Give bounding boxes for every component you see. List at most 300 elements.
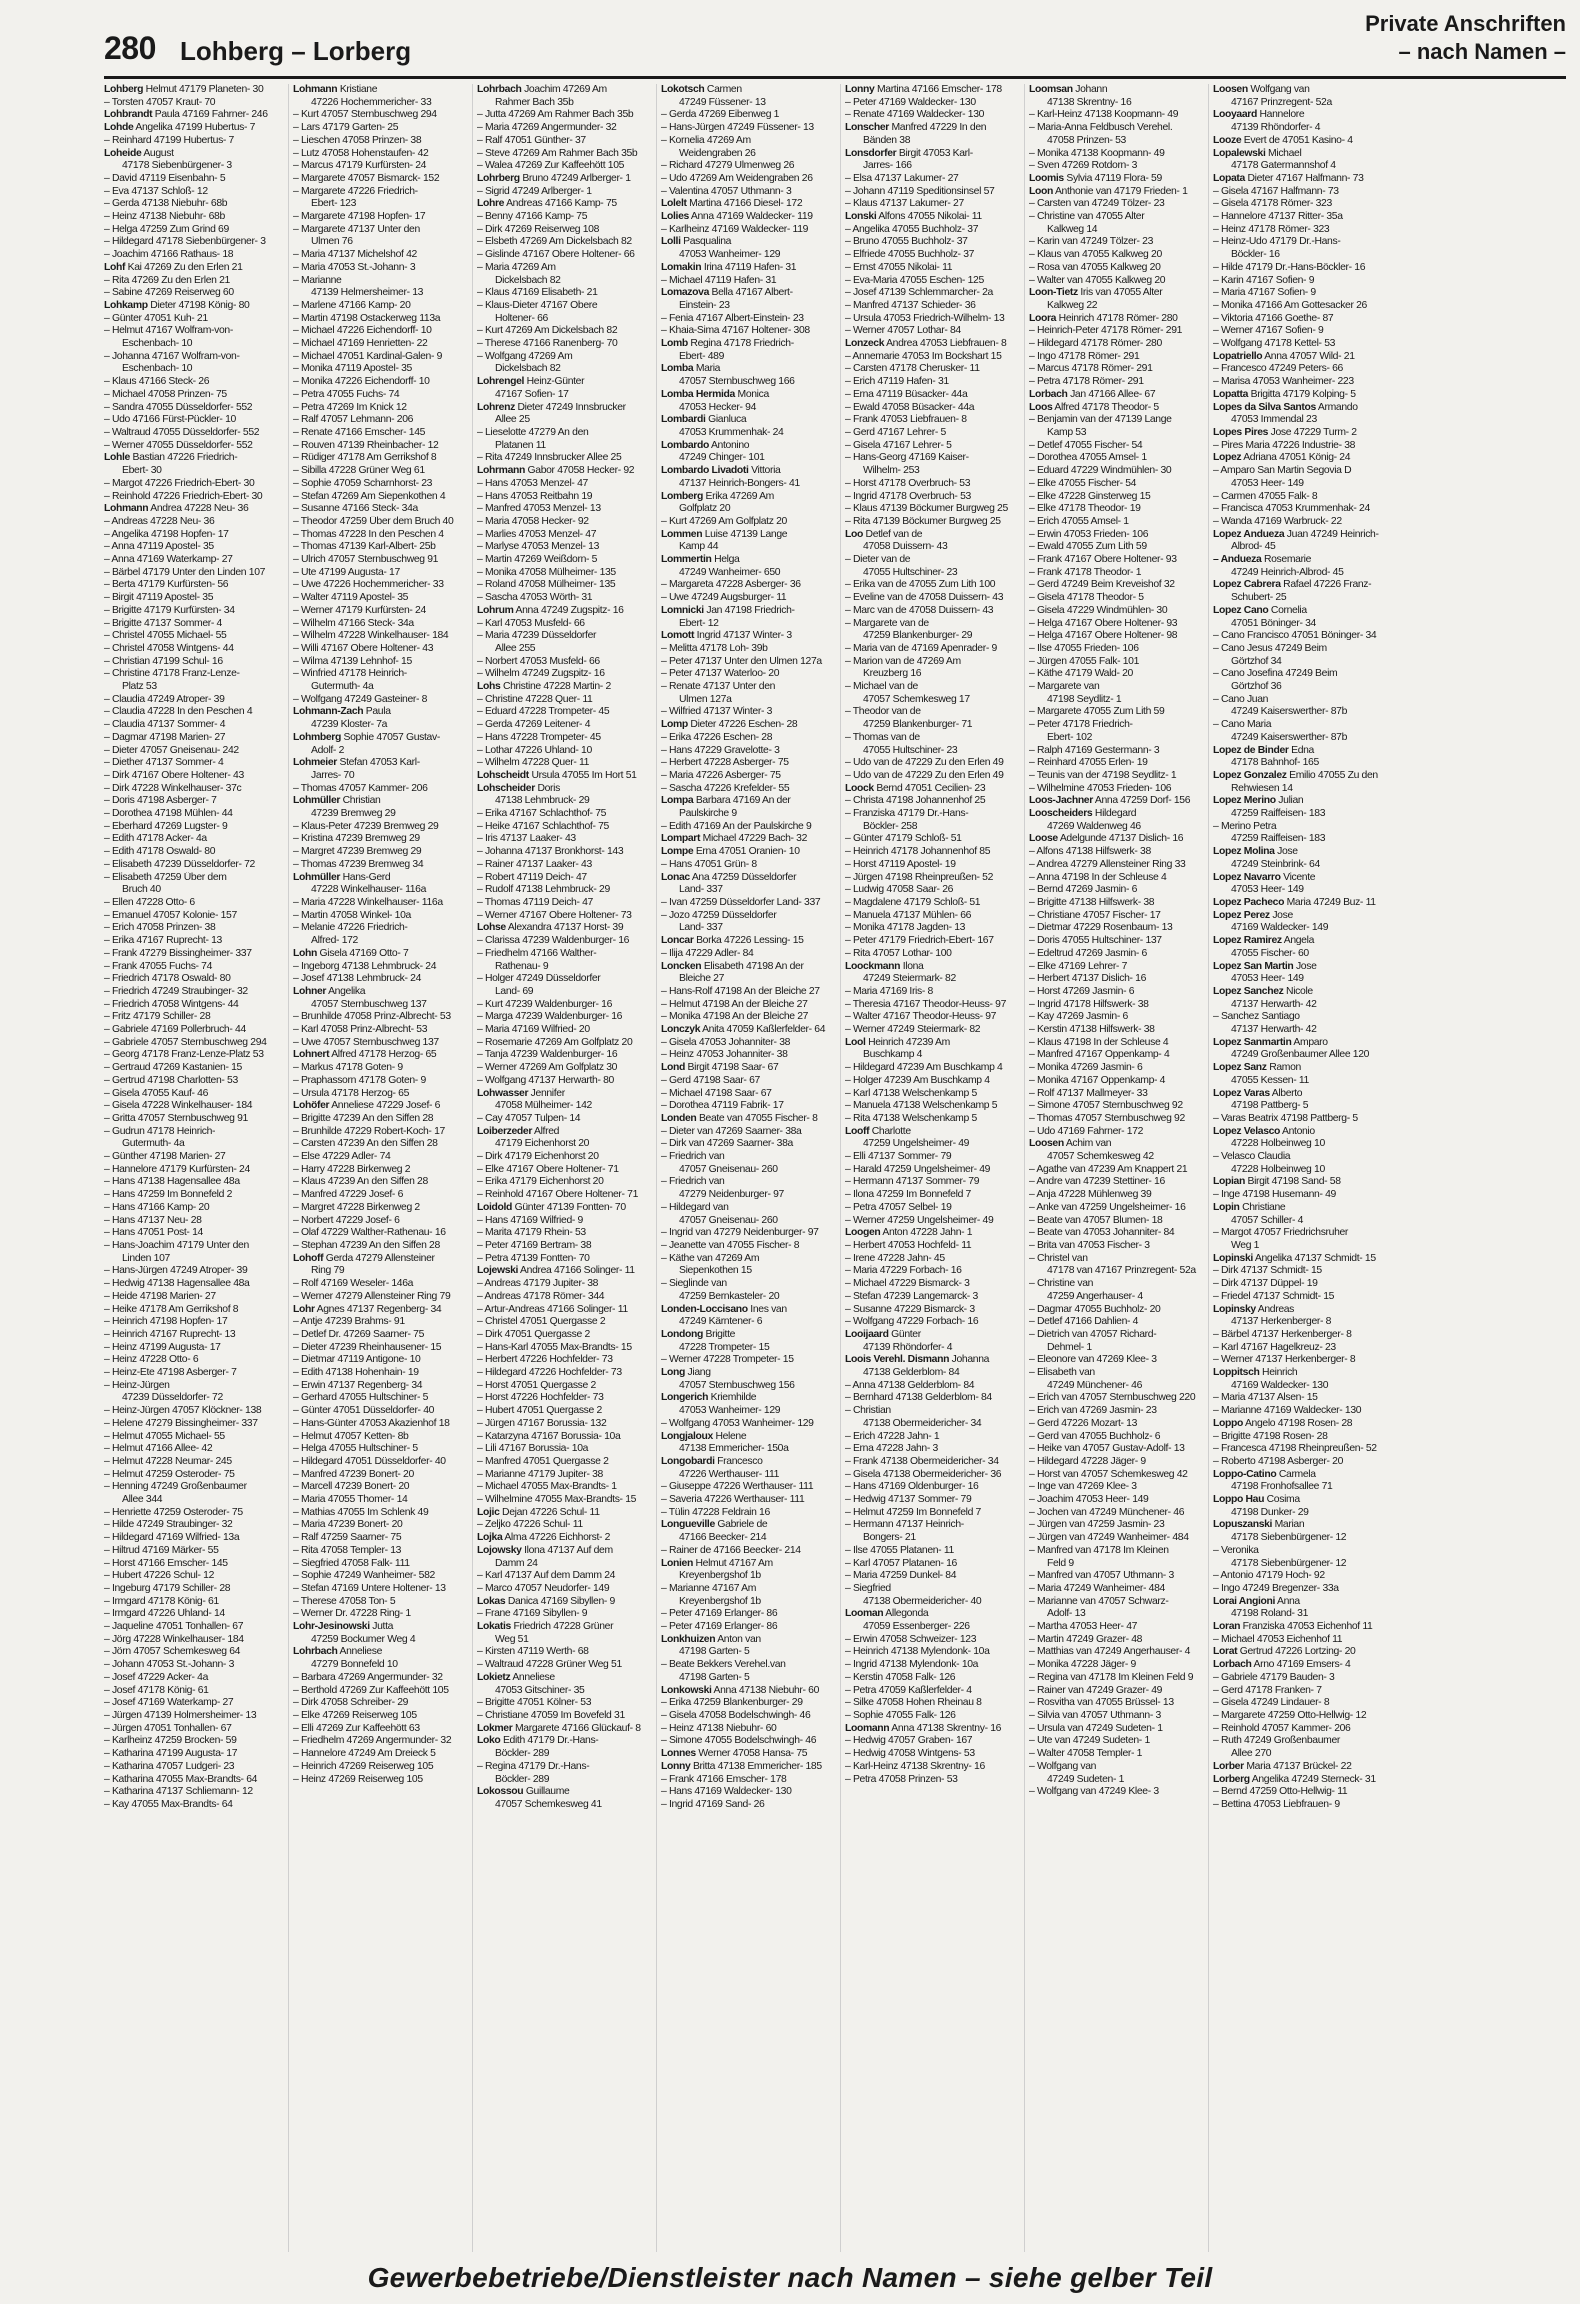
list-item xyxy=(1213,579,1386,592)
list-item xyxy=(1029,1685,1202,1698)
list-item xyxy=(293,541,466,554)
list-item xyxy=(1213,300,1386,313)
list-item xyxy=(1029,287,1202,300)
entry-text: – Margarete 47055 Zum Lith 59 xyxy=(1029,706,1165,718)
list-item xyxy=(293,1443,466,1456)
entry-text: – Margarete 47137 Unter den xyxy=(293,223,420,235)
list-item xyxy=(1213,821,1386,834)
list-item xyxy=(661,1481,834,1494)
entry-text: – Dirk 47269 Reiserweg 108 xyxy=(477,223,600,235)
list-item xyxy=(477,109,650,122)
surname: Lohmann xyxy=(293,84,338,95)
surname: Lopalewski xyxy=(1213,147,1266,159)
surname: Lokotsch xyxy=(661,84,705,95)
entry-text: – Therese 47166 Ranenberg- 70 xyxy=(477,338,618,350)
list-item xyxy=(1029,1126,1202,1139)
list-item xyxy=(1029,808,1202,821)
list-item xyxy=(1029,465,1202,478)
list-item xyxy=(477,224,650,237)
list-item xyxy=(845,1176,1018,1189)
entry-text: Anna 47138 Skrentny- 16 xyxy=(889,1722,1002,1734)
list-item xyxy=(1213,1608,1386,1621)
entry-text: – Wolfgang 47269 Am xyxy=(477,350,573,362)
list-item xyxy=(661,1685,834,1698)
entry-text: – Horst 47269 Jasmin- 6 xyxy=(1029,985,1135,997)
list-item xyxy=(1029,1672,1202,1685)
surname: Londong xyxy=(661,1328,703,1340)
entry-text: – Horst 47178 Overbruch- 53 xyxy=(845,477,971,489)
surname: Lopez Velasco xyxy=(1213,1125,1281,1137)
entry-text: Dieter 47226 Eschen- 28 xyxy=(687,719,798,731)
entry-text: Vittoria xyxy=(748,465,781,477)
list-item xyxy=(1213,1011,1386,1024)
list-item xyxy=(104,1304,282,1317)
entry-text: 47178 Bahnhof- 165 xyxy=(1231,757,1319,769)
list-item xyxy=(845,1138,1018,1151)
entry-text: – Cano Jesus 47249 Beim xyxy=(1213,642,1327,654)
list-item xyxy=(1213,376,1386,389)
list-item xyxy=(1213,529,1386,542)
list-item xyxy=(661,1392,834,1405)
entry-text: Weg 1 xyxy=(1231,1239,1260,1251)
list-item xyxy=(104,1545,282,1558)
list-item xyxy=(293,224,466,237)
list-item xyxy=(661,1024,834,1037)
entry-text: – Petra 47055 Fuchs- 74 xyxy=(293,388,400,400)
list-item xyxy=(104,884,282,897)
entry-text: – Maria 47053 St.-Johann- 3 xyxy=(293,261,416,273)
entry-text: – Melitta 47178 Loh- 39b xyxy=(661,642,768,654)
entry-text: – Theresia 47167 Theodor-Heuss- 97 xyxy=(845,998,1007,1010)
list-item xyxy=(845,338,1018,351)
list-item xyxy=(104,1735,282,1748)
entry-text: – Theodor 47259 Über dem Bruch 40 xyxy=(293,515,454,527)
entry-text: – Maria 47137 Michelshof 42 xyxy=(293,249,417,261)
list-item xyxy=(293,249,466,262)
list-item xyxy=(661,1151,834,1164)
list-item xyxy=(661,1558,834,1571)
list-item xyxy=(661,236,834,249)
list-item xyxy=(845,1075,1018,1088)
list-item xyxy=(293,1634,466,1647)
entry-text: 47137 Herkenberger- 8 xyxy=(1231,1316,1332,1328)
list-item xyxy=(1213,84,1386,97)
entry-text: Hans-Gerd xyxy=(340,871,391,883)
entry-text: – Helmut 47057 Ketten- 8b xyxy=(293,1430,409,1442)
list-item xyxy=(477,770,650,783)
surname: Lopes Pires xyxy=(1213,426,1269,438)
list-item xyxy=(1213,986,1386,999)
entry-text: Werner 47058 Hansa- 75 xyxy=(695,1748,808,1760)
entry-text: Günter xyxy=(888,1328,921,1340)
entry-text: Kamp 44 xyxy=(679,541,719,553)
list-item xyxy=(661,84,834,97)
entry-text: – Roland 47058 Mülheimer- 135 xyxy=(477,579,616,591)
entry-text: Dickelsbach 82 xyxy=(495,363,561,375)
entry-text: – Cano Juan xyxy=(1213,693,1269,705)
list-item xyxy=(477,1685,650,1698)
entry-text: – Wolfgang 47137 Herwarth- 80 xyxy=(477,1074,614,1086)
entry-text: – Maria 47169 Wilfried- 20 xyxy=(477,1024,590,1036)
entry-text: – Elfriede 47055 Buchholz- 37 xyxy=(845,249,975,261)
list-item xyxy=(477,1291,650,1304)
entry-text: – Klaus 47137 Lakumer- 27 xyxy=(845,198,964,210)
entry-text: – Katharina 47199 Augusta- 17 xyxy=(104,1748,238,1760)
entry-text: Jiang xyxy=(685,1367,711,1379)
list-item xyxy=(661,1532,834,1545)
list-item xyxy=(845,1405,1018,1418)
list-item xyxy=(477,1011,650,1024)
entry-text: Böckler- 289 xyxy=(495,1773,550,1785)
list-item xyxy=(477,910,650,923)
list-item xyxy=(845,1519,1018,1532)
entry-text: 47057 Schemkesweg 42 xyxy=(1047,1151,1154,1163)
entry-text: – Jozo 47259 Düsseldorfer xyxy=(661,909,777,921)
entry-text: Helga xyxy=(711,554,740,566)
list-item xyxy=(845,122,1018,135)
list-item xyxy=(293,84,466,97)
list-item xyxy=(845,1481,1018,1494)
entry-text: – Dorothea 47198 Mühlen- 44 xyxy=(104,808,233,820)
list-item xyxy=(293,999,466,1012)
entry-text: – Michael 47226 Eichendorff- 10 xyxy=(293,325,432,337)
entry-text: Allee 270 xyxy=(1231,1748,1272,1760)
entry-text: – Dieter 47057 Gneisenau- 242 xyxy=(104,744,239,756)
surname: Loon xyxy=(1029,185,1053,197)
entry-text: Andrea 47166 Solinger- 11 xyxy=(518,1265,635,1277)
list-item xyxy=(293,1723,466,1736)
surname: Looman xyxy=(845,1608,884,1620)
entry-text: – Antonio 47179 Hoch- 92 xyxy=(1213,1570,1325,1582)
entry-text: 47249 Kaiserswerther- 87b xyxy=(1231,706,1348,718)
list-item xyxy=(1029,529,1202,542)
list-item xyxy=(845,325,1018,338)
entry-text: 47178 Siebenbürgener- 12 xyxy=(1231,1557,1347,1569)
list-item xyxy=(845,1672,1018,1685)
entry-text: – Kurt 47269 Am Dickelsbach 82 xyxy=(477,325,618,337)
entry-text: – Heinz 47053 Johanniter- 38 xyxy=(661,1049,788,1061)
surname: Loois Verehl. Dismann xyxy=(845,1354,950,1366)
entry-text: Bernd 47051 Cecilien- 23 xyxy=(873,782,986,794)
surname: Loos xyxy=(1029,401,1053,413)
list-item xyxy=(661,478,834,491)
list-item xyxy=(845,783,1018,796)
list-item xyxy=(1213,1024,1386,1037)
list-item xyxy=(104,1164,282,1177)
entry-text: – Dorothea 47055 Amsel- 1 xyxy=(1029,452,1147,464)
surname: Loomann xyxy=(845,1722,890,1734)
list-item xyxy=(845,973,1018,986)
entry-text: Jose xyxy=(1274,846,1298,858)
entry-text: Dickelsbach 82 xyxy=(495,274,561,286)
surname: Lonski xyxy=(845,211,877,223)
list-item xyxy=(661,503,834,516)
entry-text: – Rita 47249 Innsbrucker Allee 25 xyxy=(477,452,622,464)
entry-text: – Petra 47178 Römer- 291 xyxy=(1029,376,1144,388)
entry-text: Franziska 47053 Eichenhof 11 xyxy=(1240,1621,1373,1633)
list-item xyxy=(845,376,1018,389)
entry-text: – Manfred 47229 Josef- 6 xyxy=(293,1189,404,1201)
entry-text: – Gabriele 47057 Sternbuschweg 294 xyxy=(104,1036,267,1048)
list-item xyxy=(477,859,650,872)
list-item xyxy=(477,1227,650,1240)
list-item xyxy=(477,1481,650,1494)
entry-text: Antonino xyxy=(709,439,750,451)
entry-text: – Hans 47169 Wilfried- 9 xyxy=(477,1214,583,1226)
list-item xyxy=(1029,1265,1202,1278)
list-item xyxy=(477,1088,650,1101)
entry-text: – Werner Dr. 47228 Ring- 1 xyxy=(293,1608,411,1620)
entry-text: 47259 Raiffeisen- 183 xyxy=(1231,808,1326,820)
list-item xyxy=(293,706,466,719)
entry-text: – Marlene 47166 Kamp- 20 xyxy=(293,299,411,311)
list-item xyxy=(845,1685,1018,1698)
entry-text: – Dirk 47137 Schmidt- 15 xyxy=(1213,1265,1322,1277)
entry-text: – Helmut 47259 Im Bonnefeld 7 xyxy=(845,1506,981,1518)
entry-text: – Claudia 47137 Sommer- 4 xyxy=(104,719,226,731)
list-item xyxy=(845,1227,1018,1240)
list-item xyxy=(477,1735,650,1748)
list-item xyxy=(661,1418,834,1431)
list-item xyxy=(845,745,1018,758)
list-item xyxy=(293,1075,466,1088)
list-item xyxy=(104,948,282,961)
list-item xyxy=(293,1164,466,1177)
entry-text: – Christine 47228 Quer- 11 xyxy=(477,693,593,705)
entry-text: – Birgit 47119 Apostel- 35 xyxy=(104,592,214,604)
entry-text: Sophie 47057 Gustav- xyxy=(341,731,440,743)
list-item xyxy=(845,1304,1018,1317)
list-item xyxy=(104,529,282,542)
list-item xyxy=(845,287,1018,300)
entry-text: – Angelika 47055 Buchholz- 37 xyxy=(845,223,979,235)
list-item xyxy=(1029,1723,1202,1736)
entry-text: – Thomas van de xyxy=(845,731,920,743)
list-item xyxy=(104,224,282,237)
entry-text: – Manfred 47053 Menzel- 13 xyxy=(477,503,601,515)
list-item xyxy=(477,402,650,415)
entry-text: – Maria 47269 Angermunder- 32 xyxy=(477,122,617,134)
list-item xyxy=(661,1367,834,1380)
surname: Lopez Gonzalez xyxy=(1213,769,1287,781)
list-item xyxy=(1213,1761,1386,1774)
entry-text: – Wilhelm 47166 Steck- 34a xyxy=(293,617,414,629)
surname: Loncar xyxy=(661,935,694,947)
list-item xyxy=(477,719,650,732)
list-item xyxy=(661,1113,834,1126)
list-item xyxy=(1213,783,1386,796)
list-item xyxy=(661,427,834,440)
list-item xyxy=(1029,1697,1202,1710)
entry-text: 47259 Raiffeisen- 183 xyxy=(1231,833,1326,845)
entry-text: – Heike 47178 Am Gerrikshof 8 xyxy=(104,1303,239,1315)
list-item xyxy=(845,1418,1018,1431)
entry-text: – Peter 47169 Erlanger- 86 xyxy=(661,1621,778,1633)
list-item xyxy=(1213,389,1386,402)
list-item xyxy=(1029,1621,1202,1634)
list-item xyxy=(1213,440,1386,453)
entry-text: Jan 47198 Friedrich- xyxy=(703,604,795,616)
page-number: 280 xyxy=(104,30,156,66)
list-item xyxy=(104,465,282,478)
entry-text: Carmen xyxy=(704,84,742,95)
entry-text: Johanna xyxy=(949,1354,990,1366)
list-item xyxy=(1029,1075,1202,1088)
list-item xyxy=(104,1659,282,1672)
entry-text: Julian xyxy=(1275,795,1304,807)
entry-text: Regina 47178 Friedrich- xyxy=(687,338,794,350)
list-item xyxy=(1029,211,1202,224)
list-item xyxy=(661,198,834,211)
entry-text: Detlef van de xyxy=(863,528,923,540)
entry-text: 47198 Garten- 5 xyxy=(679,1646,750,1658)
list-item xyxy=(104,605,282,618)
list-item xyxy=(661,910,834,923)
entry-text: Maria xyxy=(693,363,721,375)
list-item xyxy=(293,1608,466,1621)
list-item xyxy=(1029,757,1202,770)
list-item xyxy=(845,1291,1018,1304)
entry-text: Anna 47169 Waldecker- 119 xyxy=(688,211,813,223)
list-item xyxy=(1029,846,1202,859)
entry-text: Alfred- 172 xyxy=(311,935,358,947)
entry-text: Böckler- 258 xyxy=(863,820,918,832)
entry-text: – Maria 47169 Iris- 8 xyxy=(845,985,933,997)
list-item xyxy=(104,287,282,300)
entry-text: – Beate Bekkers Verehel.van xyxy=(661,1659,786,1671)
list-item xyxy=(845,224,1018,237)
entry-text: – Hans-Joachim 47179 Unter den xyxy=(104,1239,249,1251)
list-item xyxy=(845,1761,1018,1774)
entry-text: Nicole xyxy=(1283,985,1313,997)
entry-text: 47058 Prinzen- 53 xyxy=(1047,134,1126,146)
entry-text: Anton van xyxy=(715,1633,761,1645)
entry-text: – Edith 47178 Acker- 4a xyxy=(104,833,207,845)
list-item xyxy=(845,1253,1018,1266)
list-item xyxy=(845,1215,1018,1228)
list-item xyxy=(477,579,650,592)
entry-text: – Hildegard 47239 Am Buschkamp 4 xyxy=(845,1062,1003,1074)
entry-text: – Jutta 47269 Am Rahmer Bach 35b xyxy=(477,109,634,121)
entry-text: – Joachim 47053 Heer- 149 xyxy=(1029,1494,1149,1506)
list-item xyxy=(477,605,650,618)
list-item xyxy=(845,160,1018,173)
entry-text: – Monika 47228 Jäger- 9 xyxy=(1029,1659,1136,1671)
surname: Lohrbach xyxy=(293,1646,338,1658)
list-item xyxy=(1213,999,1386,1012)
entry-text: – Jürgen 47139 Holmersheimer- 13 xyxy=(104,1710,257,1721)
entry-text: – Rosvitha van 47055 Brüssel- 13 xyxy=(1029,1697,1174,1709)
list-item xyxy=(293,1176,466,1189)
list-item xyxy=(293,402,466,415)
entry-text: – Peter 47179 Friedrich-Ebert- 167 xyxy=(845,935,994,947)
list-item xyxy=(661,211,834,224)
list-item xyxy=(1029,1507,1202,1520)
list-item xyxy=(477,668,650,681)
list-item xyxy=(1213,1100,1386,1113)
surname: Lombardo Livadoti xyxy=(661,465,749,477)
entry-text: – Christian xyxy=(845,1405,891,1417)
list-item xyxy=(1029,1024,1202,1037)
entry-text: – Brigitte 47179 Kurfürsten- 34 xyxy=(104,604,235,616)
entry-text: – Horst 47119 Apostel- 19 xyxy=(845,858,956,870)
list-item xyxy=(477,465,650,478)
entry-text: – Heinz 47228 Otto- 6 xyxy=(104,1354,199,1366)
entry-text: – Amparo San Martin Segovia D xyxy=(1213,465,1352,477)
list-item xyxy=(1029,1291,1202,1304)
list-item xyxy=(293,961,466,974)
entry-text: – Irene 47228 Jahn- 45 xyxy=(845,1252,945,1264)
list-item xyxy=(104,414,282,427)
entry-text: – Edith 47138 Hohenhain- 19 xyxy=(293,1367,419,1379)
list-item xyxy=(293,287,466,300)
entry-text: – Werner 47259 Ungelsheimer- 49 xyxy=(845,1214,994,1226)
entry-text: Barbara 47169 An der xyxy=(693,795,791,807)
list-item xyxy=(477,1240,650,1253)
entry-text: – Sven 47269 Rotdorn- 3 xyxy=(1029,160,1138,172)
list-item xyxy=(661,173,834,186)
entry-text: – Hans 47051 Grün- 8 xyxy=(661,858,757,870)
entry-text: – Cano Francisco 47051 Böninger- 34 xyxy=(1213,630,1377,642)
list-item xyxy=(1029,325,1202,338)
list-item xyxy=(1213,338,1386,351)
list-item xyxy=(104,491,282,504)
list-item xyxy=(477,122,650,135)
list-item xyxy=(1029,1380,1202,1393)
list-item xyxy=(1213,160,1386,173)
list-item xyxy=(661,1545,834,1558)
list-item xyxy=(104,173,282,186)
entry-text: – Winfried 47178 Heinrich- xyxy=(293,668,407,680)
entry-text: 47239 Düsseldorfer- 72 xyxy=(122,1392,223,1404)
entry-text: – Rita 47139 Böckumer Burgweg 25 xyxy=(845,515,1001,527)
entry-text: – Margret 47228 Birkenweg 2 xyxy=(293,1201,420,1213)
entry-text: Gutermuth- 4a xyxy=(122,1138,185,1150)
list-item xyxy=(293,681,466,694)
list-item xyxy=(104,1786,282,1799)
entry-text: – Gerd 47167 Lehrer- 5 xyxy=(845,426,946,438)
list-item xyxy=(104,1062,282,1075)
entry-text: – Annemarie 47053 Im Bockshart 15 xyxy=(845,350,1002,362)
list-item xyxy=(845,935,1018,948)
list-item xyxy=(104,1418,282,1431)
surname: Lonny xyxy=(661,1760,691,1772)
list-item xyxy=(1029,1405,1202,1418)
list-item xyxy=(293,351,466,364)
entry-text: – Christel 47058 Wintgens- 44 xyxy=(104,642,234,654)
entry-text: 47228 Holbeinweg 10 xyxy=(1231,1138,1325,1150)
entry-text: – Reinhard 47055 Erlen- 19 xyxy=(1029,757,1148,769)
list-item xyxy=(845,1189,1018,1202)
surname: Lolelt xyxy=(661,198,687,210)
entry-text: – Elisabeth 47239 Düsseldorfer- 72 xyxy=(104,858,255,870)
entry-text: – Ivan 47259 Düsseldorfer Land- 337 xyxy=(661,897,821,908)
entry-text: – Dirk 47167 Obere Holtener- 43 xyxy=(104,769,244,781)
entry-text: – Bernd 47259 Otto-Hellwig- 11 xyxy=(1213,1786,1348,1798)
list-item xyxy=(1213,1164,1386,1177)
list-item xyxy=(845,630,1018,643)
list-item xyxy=(661,97,834,110)
entry-text: 47259 Bernkasteler- 20 xyxy=(679,1290,780,1302)
entry-text: Bleiche 27 xyxy=(679,973,725,985)
entry-text: – Dieter 47239 Rheinhausener- 15 xyxy=(293,1341,442,1353)
entry-text: – Monika 47269 Jasmin- 6 xyxy=(1029,1062,1143,1074)
list-item xyxy=(661,1215,834,1228)
entry-text: Ebert- 30 xyxy=(122,465,162,477)
surname: Looscheiders xyxy=(1029,808,1093,820)
entry-text: 47055 Hultschiner- 23 xyxy=(863,566,958,578)
list-item xyxy=(661,846,834,859)
